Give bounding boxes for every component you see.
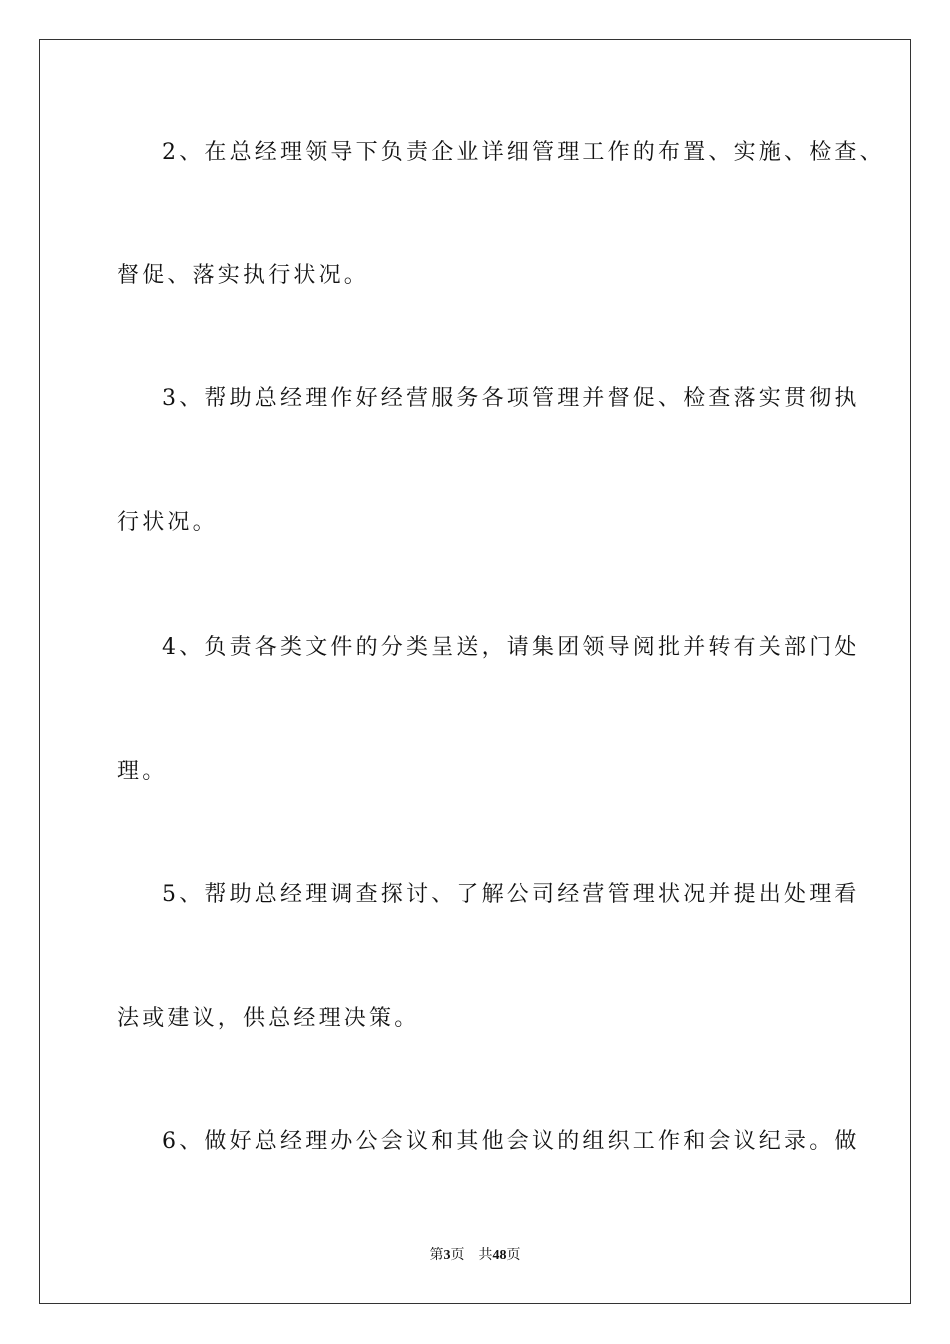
paragraph-3-line-1: 3、帮助总经理作好经营服务各项管理并督促、检查落实贯彻执 [162, 386, 860, 411]
total-pages: 48 [492, 1248, 507, 1263]
total-suffix: 页 [506, 1248, 521, 1263]
page-frame [39, 39, 911, 1304]
page-footer [0, 1246, 950, 1266]
paragraph-2-line-2: 督促、落实执行状况。 [117, 263, 370, 288]
paragraph-5-line-2: 法或建议，供总经理决策。 [117, 1006, 420, 1031]
page-prefix: 第 [429, 1248, 444, 1263]
paragraph-2-line-1: 2、在总经理领导下负责企业详细管理工作的布置、实施、检查、 [162, 140, 885, 165]
paragraph-5-line-1: 5、帮助总经理调查探讨、了解公司经营管理状况并提出处理看 [162, 882, 860, 907]
paragraph-3-line-2: 行状况。 [117, 510, 218, 535]
page-number: 3 [443, 1248, 451, 1263]
paragraph-4-line-2: 理。 [117, 759, 168, 784]
paragraph-4-line-1: 4、负责各类文件的分类呈送，请集团领导阅批并转有关部门处 [162, 635, 860, 660]
paragraph-6-line-1: 6、做好总经理办公会议和其他会议的组织工作和会议纪录。做 [162, 1129, 860, 1154]
total-prefix: 共 [478, 1248, 493, 1263]
page-suffix: 页 [450, 1248, 465, 1263]
